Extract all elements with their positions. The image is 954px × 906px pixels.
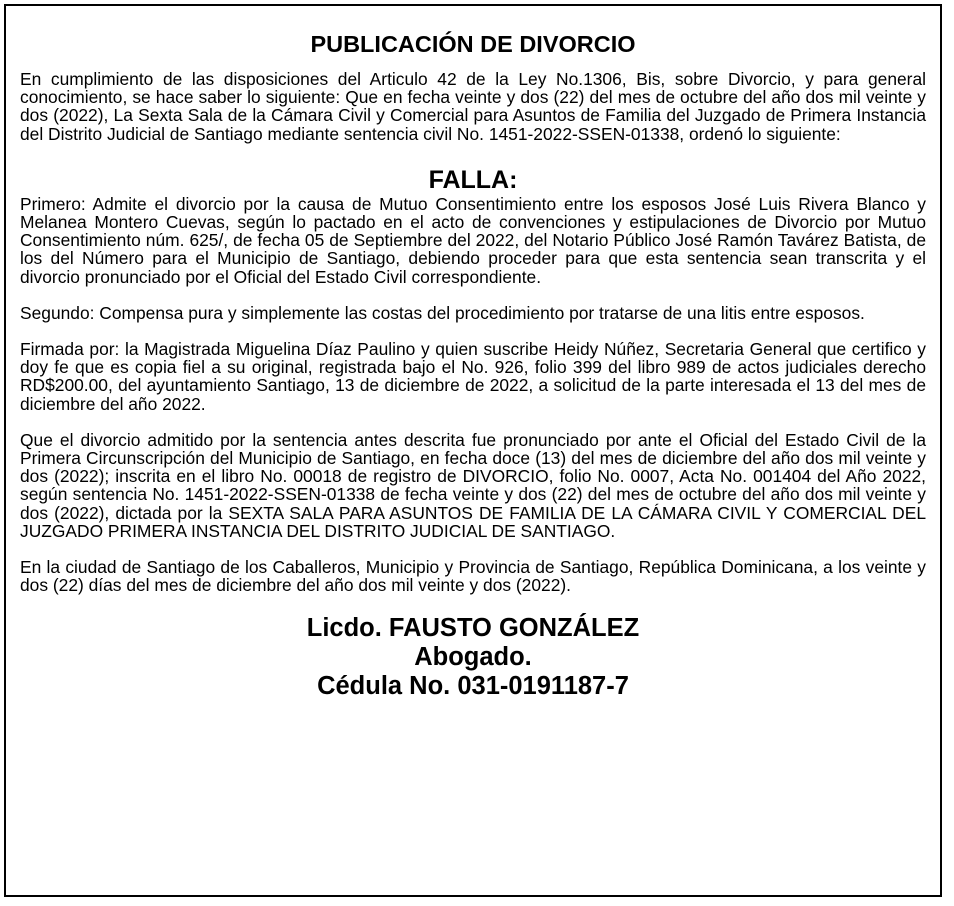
paragraph-gap <box>20 540 926 558</box>
divorce-notice <box>4 4 942 897</box>
paragraph-gap <box>20 286 926 304</box>
signature-block <box>20 614 926 701</box>
signer-name: Licdo. FAUSTO GONZÁLEZ <box>306 614 640 643</box>
paragraph-gap <box>20 322 926 340</box>
signer-id: Cédula No. 031-0191187-7 <box>317 672 629 701</box>
firmada-paragraph: Firmada por: la Magistrada Miguelina Díaz Paulino y quien suscribe Heidy Núñez, Secretaria General que certifico y doy fe que es copia fiel a su original, registrada bajo el No. 926, folio 399 del libro 989 de actos judiciales derecho RD$200.00, del ayuntamiento Santiago, 13 de diciembre de 2022, a solicitud de la parte interesada el 13 del mes de diciembre del año 2022. <box>20 339 926 414</box>
primero-paragraph: Primero: Admite el divorcio por la causa de Mutuo Consentimiento entre los esposos José Luis Rivera Blanco y Melanea Montero Cuevas, según lo pactado en el acto de convenciones y estipulaciones de Divorcio por Mutuo Consentimiento núm. 625/, de fecha 05 de Septiembre del 2022, del Notario Público José Ramón Tavárez Batista, de los del Número para el Municipio de Santiago, debiendo proceder para que esta sentencia sean transcrita y el divorcio pronunciado por el Oficial del Estado Civil correspondiente. <box>20 193 926 287</box>
pronunciado-paragraph: Que el divorcio admitido por la sentencia antes descrita fue pronunciado por ante el Oficial del Estado Civil de la Primera Circunscripción del Municipio de Santiago, en fecha doce (13) del mes de diciembre del año dos mil veinte y dos (2022); inscrita en el libro No. 00018 de registro de DIVORCIO, folio No. 0007, Acta No. 001404 del Año 2022, según sentencia No. 1451-2022-SSEN-01338 de fecha veinte y dos (22) del mes de octubre del año dos mil veinte y dos (2022), dictada por la SEXTA SALA PARA ASUNTOS DE FAMILIA DE LA CÁMARA CIVIL Y COMERCIAL DEL JUZGADO PRIMERA INSTANCIA DEL DISTRITO JUDICIAL DE SANTIAGO. <box>20 429 926 541</box>
place-date-paragraph: En la ciudad de Santiago de los Caballeros, Municipio y Provincia de Santiago, República Dominicana, a los veinte y dos (22) días del mes de diciembre del año dos mil veinte y dos (2022). <box>20 557 926 596</box>
intro-paragraph: En cumplimiento de las disposiciones del Articulo 42 de la Ley No.1306, Bis, sobre Divorcio, y para general conocimiento, se hace saber lo siguiente: Que en fecha veinte y dos (22) del mes de octubre del año dos mil veinte y dos (2022), La Sexta Sala de la Cámara Civil y Comercial para Asuntos de Familia del Juzgado de Primera Instancia del Distrito Judicial de Santiago mediante sentencia civil No. 1451-2022-SSEN-01338, ordenó lo siguiente: <box>20 69 926 144</box>
segundo-paragraph: Segundo: Compensa pura y simplemente las costas del procedimiento por tratarse de una litis entre esposos. <box>20 302 865 323</box>
notice-title: PUBLICACIÓN DE DIVORCIO <box>310 31 636 57</box>
paragraph-gap <box>20 413 926 431</box>
signer-role: Abogado. <box>414 643 532 672</box>
falla-heading: FALLA: <box>428 165 518 194</box>
